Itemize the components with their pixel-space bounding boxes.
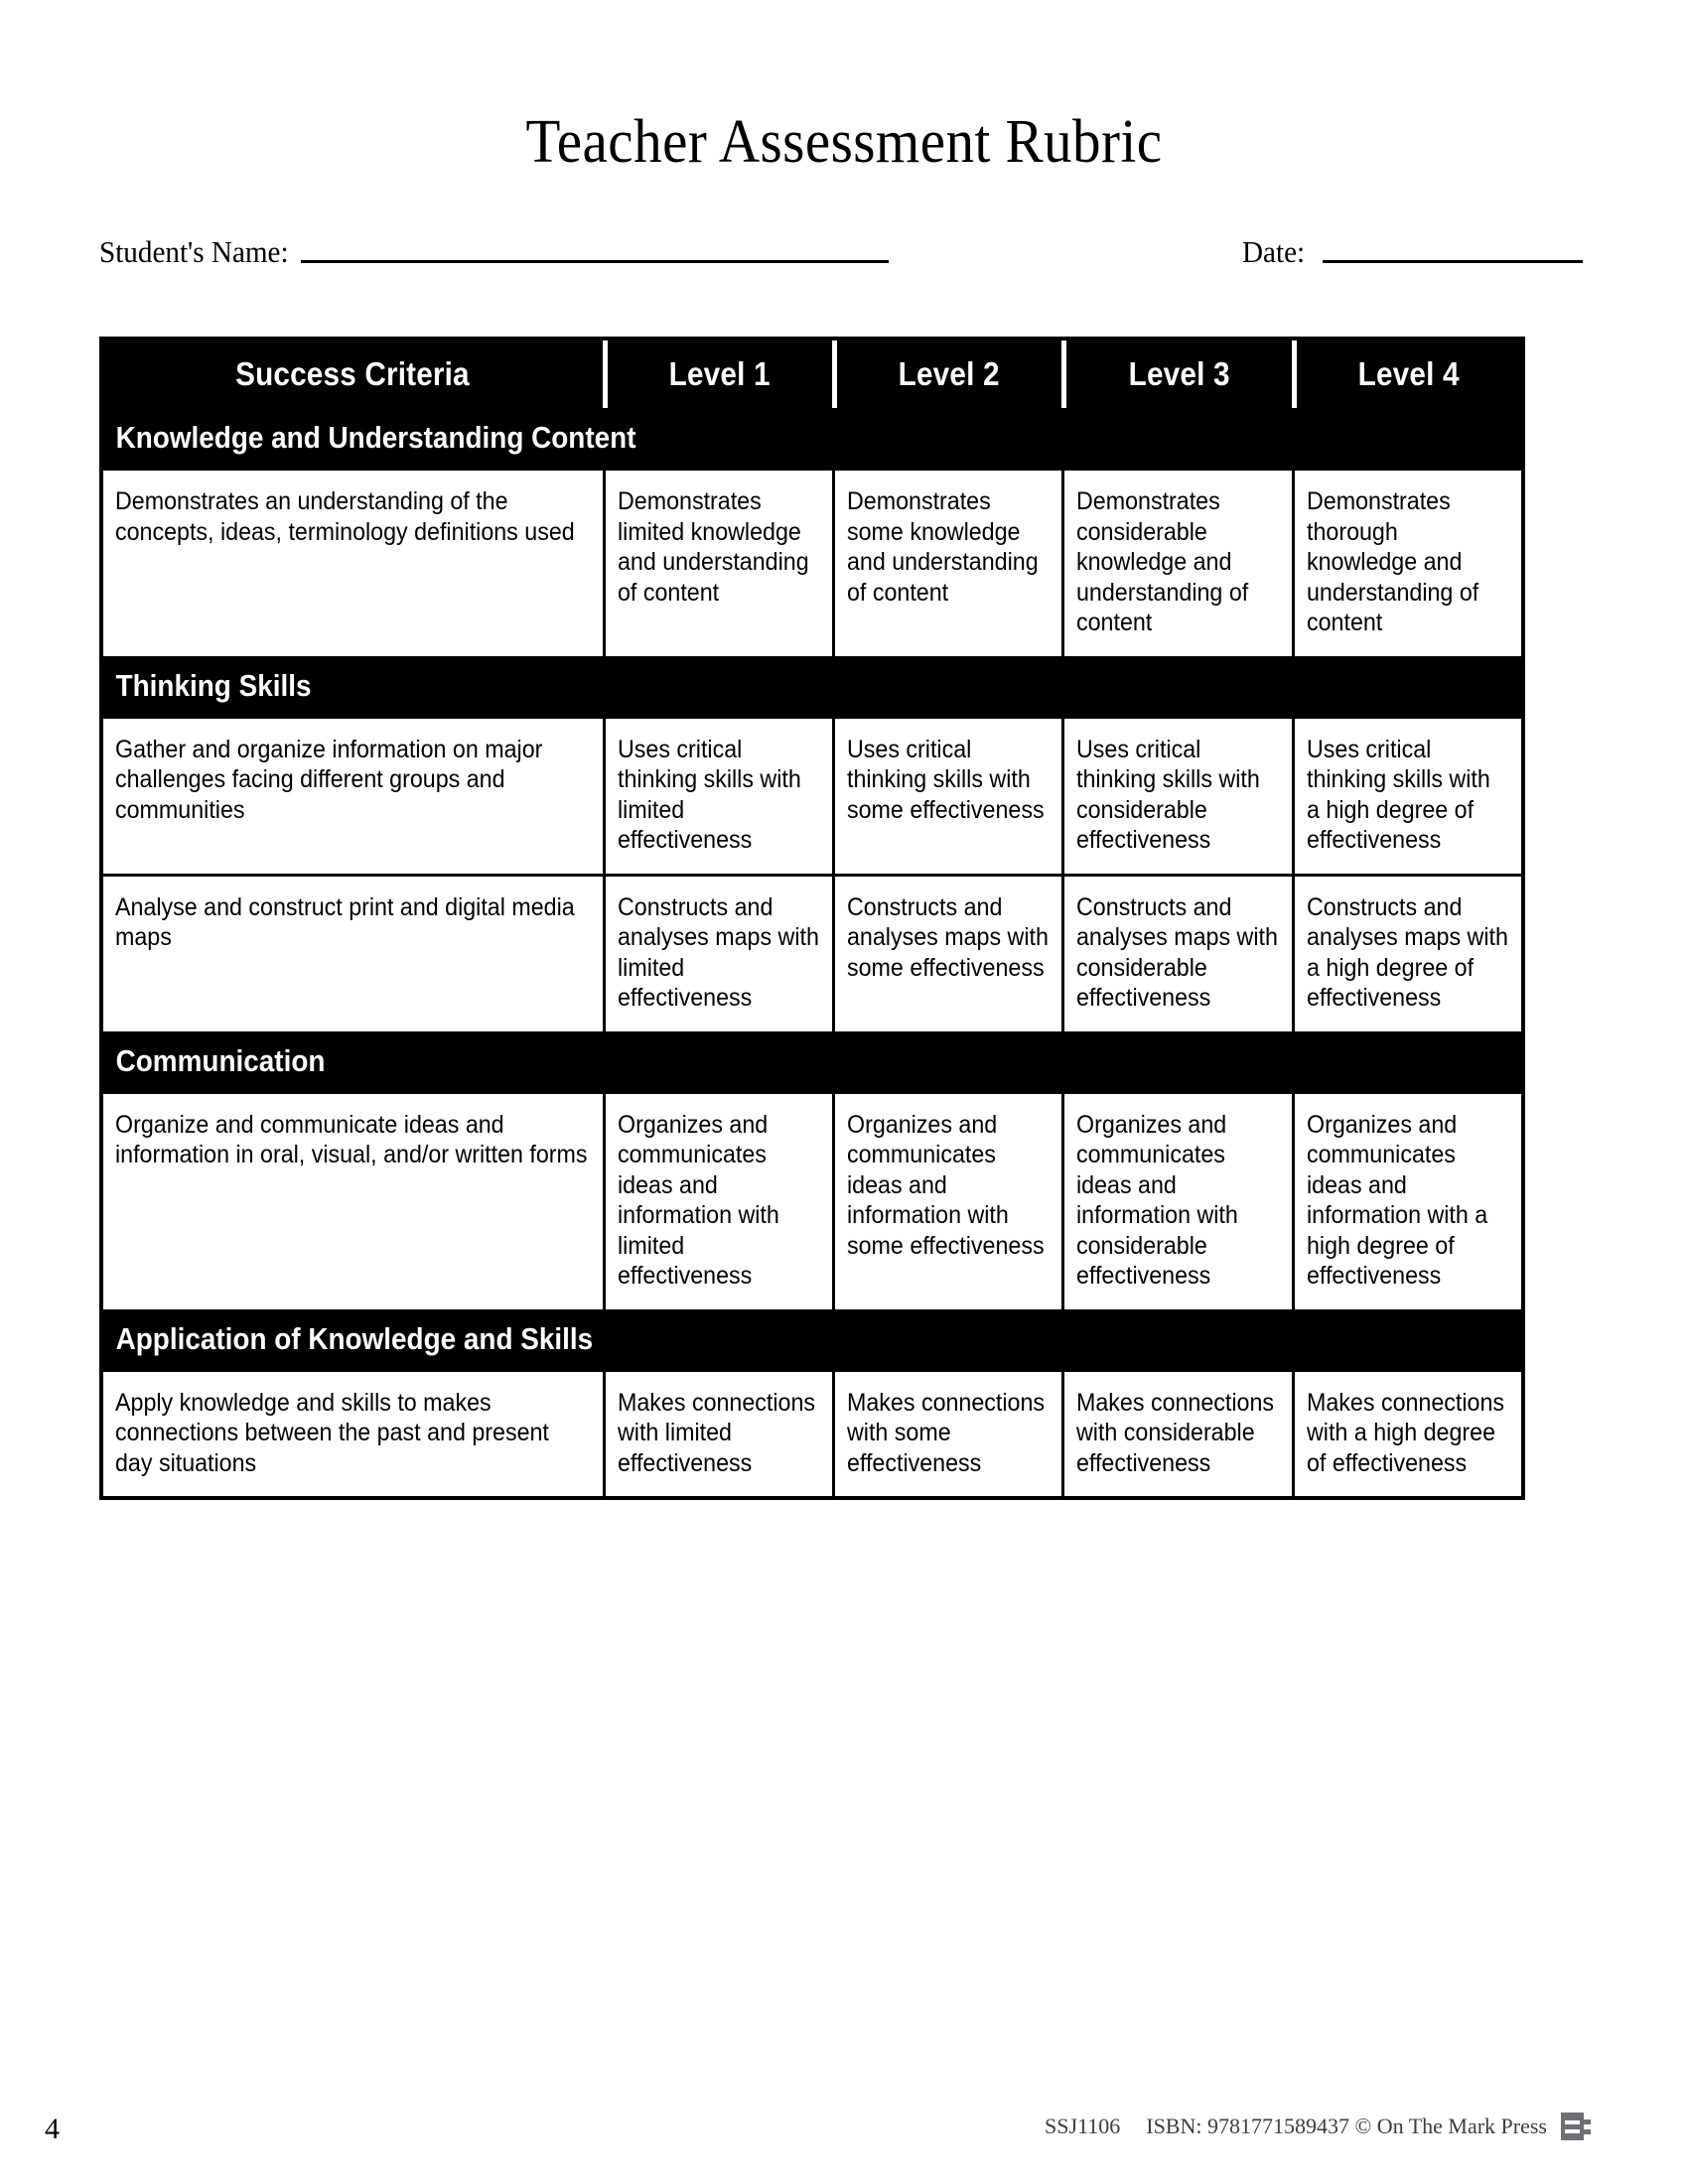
cell-level-3[interactable]: Constructs and analyses maps with considerable effectiveness: [1061, 877, 1291, 1031]
date-write-line[interactable]: [1323, 260, 1583, 263]
section-band: Application of Knowledge and Skills: [103, 1309, 1521, 1369]
rubric-table: [99, 337, 1525, 1500]
column-header-level-3: Level 3: [1061, 341, 1291, 408]
footer-credit: [1045, 2111, 1591, 2142]
book-logo-icon: [1561, 2111, 1591, 2142]
cell-level-2[interactable]: Makes connections with some effectiveness: [832, 1372, 1061, 1497]
student-name-write-line[interactable]: [301, 260, 889, 263]
cell-level-2[interactable]: Demonstrates some knowledge and understanding of content: [832, 471, 1061, 656]
page-number: 4: [45, 2113, 60, 2145]
cell-criteria: Demonstrates an understanding of the concepts, ideas, terminology definitions used: [115, 487, 575, 546]
cell-criteria: Gather and organize information on major challenges facing different groups and communities: [115, 735, 543, 824]
table-row: [103, 468, 1521, 656]
cell-level-2[interactable]: Constructs and analyses maps with some effectiveness: [832, 877, 1061, 1031]
student-name-field: [99, 235, 889, 269]
cell-level-3[interactable]: Uses critical thinking skills with considerable effectiveness: [1061, 719, 1291, 874]
isbn-copyright: ISBN: 9781771589437 © On The Mark Press: [1146, 2114, 1547, 2138]
section-band: Communication: [103, 1031, 1521, 1091]
student-name-label: Student's Name:: [99, 233, 289, 269]
table-row: [103, 1369, 1521, 1497]
column-header-level-2: Level 2: [832, 341, 1061, 408]
cell-level-3[interactable]: Makes connections with considerable effectiveness: [1061, 1372, 1291, 1497]
cell-level-4[interactable]: Constructs and analyses maps with a high degree of effectiveness: [1292, 877, 1521, 1031]
cell-level-4[interactable]: Uses critical thinking skills with a high degree of effectiveness: [1292, 719, 1521, 874]
date-field: [1242, 235, 1583, 269]
column-header-level-4: Level 4: [1292, 341, 1521, 408]
table-header-row: [103, 341, 1521, 408]
student-info-line: [99, 223, 1589, 269]
product-code: SSJ1106: [1045, 2114, 1121, 2138]
cell-level-1[interactable]: Uses critical thinking skills with limited effectiveness: [603, 719, 832, 874]
page-title: Teacher Assessment Rubric: [525, 108, 1163, 176]
cell-level-3[interactable]: Organizes and communicates ideas and information with considerable effectiveness: [1061, 1094, 1291, 1309]
section-band: Knowledge and Understanding Content: [103, 408, 1521, 468]
cell-level-1[interactable]: Demonstrates limited knowledge and understanding of content: [603, 471, 832, 656]
cell-criteria: Organize and communicate ideas and information in oral, visual, and/or written forms: [115, 1110, 588, 1168]
column-header-level-1: Level 1: [603, 341, 832, 408]
section-band: Thinking Skills: [103, 656, 1521, 716]
cell-level-4[interactable]: Makes connections with a high degree of effectiveness: [1292, 1372, 1521, 1497]
cell-level-3[interactable]: Demonstrates considerable knowledge and understanding of content: [1061, 471, 1291, 656]
cell-criteria: Analyse and construct print and digital media maps: [115, 892, 575, 951]
cell-level-4[interactable]: Demonstrates thorough knowledge and understanding of content: [1292, 471, 1521, 656]
cell-level-2[interactable]: Organizes and communicates ideas and information with some effectiveness: [832, 1094, 1061, 1309]
cell-level-4[interactable]: Organizes and communicates ideas and information with a high degree of effectiveness: [1292, 1094, 1521, 1309]
cell-level-1[interactable]: Organizes and communicates ideas and information with limited effectiveness: [603, 1094, 832, 1309]
table-row: [103, 874, 1521, 1031]
table-row: [103, 1091, 1521, 1309]
date-label: Date:: [1241, 233, 1305, 269]
table-row: [103, 716, 1521, 874]
cell-level-1[interactable]: Makes connections with limited effectiveness: [603, 1372, 832, 1497]
cell-level-2[interactable]: Uses critical thinking skills with some effectiveness: [832, 719, 1061, 874]
cell-level-1[interactable]: Constructs and analyses maps with limited effectiveness: [603, 877, 832, 1031]
cell-criteria: Apply knowledge and skills to makes connections between the past and present day situations: [115, 1388, 549, 1477]
column-header-criteria: Success Criteria: [235, 355, 471, 392]
